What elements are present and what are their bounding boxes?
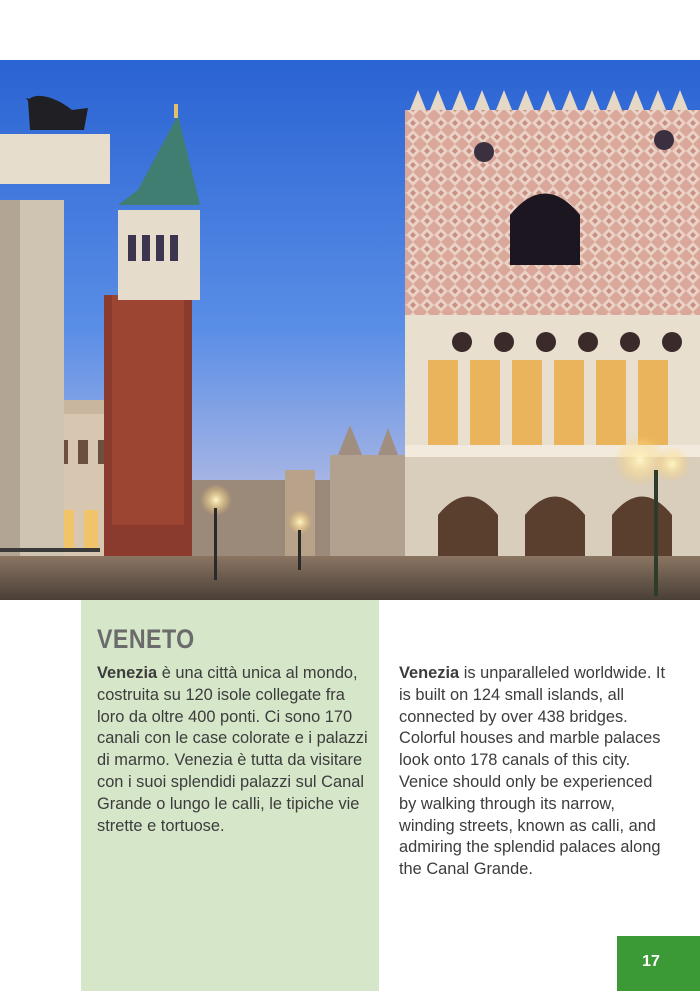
italian-text: [97, 663, 369, 837]
page-number: 17: [642, 953, 660, 970]
venice-photo: [0, 60, 700, 600]
page-number-box: [617, 936, 700, 991]
venice-photo-illustration: [0, 60, 700, 600]
region-title: VENETO: [97, 624, 195, 654]
english-lead: Venezia: [399, 664, 460, 682]
english-body: is unparalleled worldwide. It is built on 124 small islands, all connected by over 438 bridges. Colorful houses and marble palaces look onto 178 canals of this city. Venice should only be experienced by walking through its narrow, winding streets, known as calli, and admiring the splendid palaces along the Canal Grande.: [399, 664, 666, 879]
italian-body: è una città unica al mondo, costruita su 120 isole collegate fra loro da oltre 400 ponti. Ci sono 170 canali con le case colorate e i palazzi di marmo. Venezia è tutta da visitare con i suoi splendidi palazzi sul Canal Grande o lungo le calli, le tipiche vie strette e tortuose.: [97, 664, 368, 835]
italian-lead: Venezia: [97, 664, 158, 682]
english-text: [399, 663, 671, 881]
